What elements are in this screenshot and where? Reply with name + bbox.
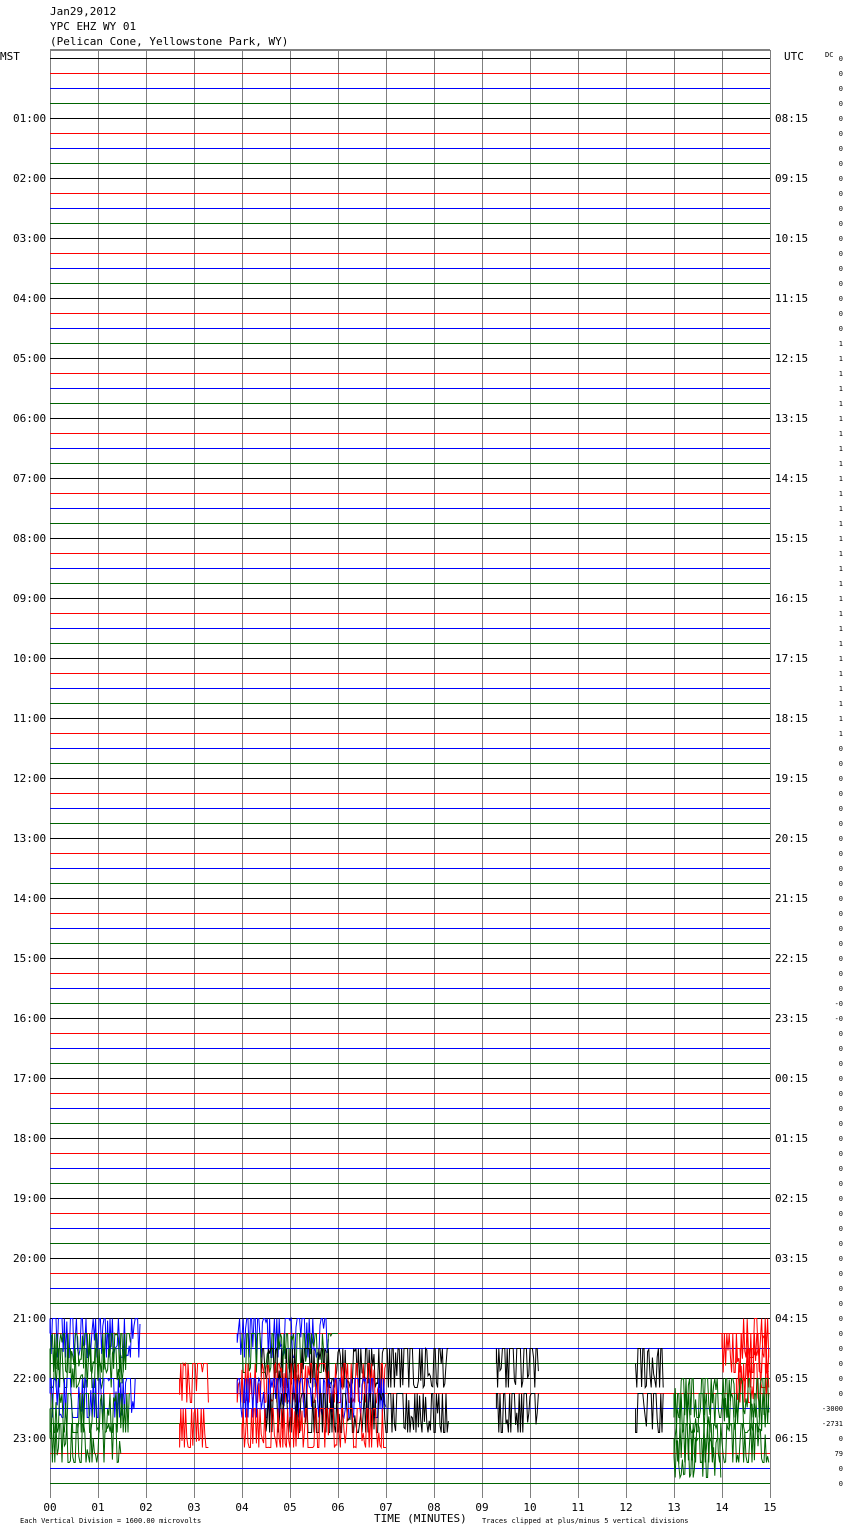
dc-offset-value: 1: [838, 400, 843, 408]
utc-hour-label: 10:15: [775, 232, 809, 245]
dc-offset-value: 0: [838, 1060, 843, 1068]
mst-hour-label: 02:00: [13, 172, 47, 185]
dc-label: DC: [825, 51, 834, 59]
mst-hour-label: 21:00: [13, 1312, 47, 1325]
dc-offset-value: 0: [838, 1360, 843, 1368]
mst-hour-label: 16:00: [13, 1012, 47, 1025]
dc-offset-value: 0: [838, 70, 843, 78]
mst-hour-label: 07:00: [13, 472, 47, 485]
dc-offset-value: 1: [838, 430, 843, 438]
dc-offset-value: 1: [838, 640, 843, 648]
dc-offset-value: 0: [838, 295, 843, 303]
dc-offset-value: 1: [838, 535, 843, 543]
dc-offset-value: -0: [834, 1015, 843, 1023]
utc-hour-label: 01:15: [775, 1132, 809, 1145]
utc-axis-label: UTC: [784, 50, 804, 63]
utc-hour-label: 02:15: [775, 1192, 809, 1205]
dc-offset-value: 0: [838, 745, 843, 753]
dc-offset-value: 0: [838, 970, 843, 978]
mst-hour-label: 06:00: [13, 412, 47, 425]
seismic-burst-trace: [636, 1394, 664, 1433]
dc-offset-value: 1: [838, 490, 843, 498]
x-tick-label: 15: [763, 1501, 777, 1514]
dc-offset-value: 0: [838, 130, 843, 138]
seismic-burst-trace: [496, 1394, 538, 1433]
dc-offset-value: 79: [834, 1450, 843, 1458]
utc-hour-label: 11:15: [775, 292, 809, 305]
dc-offset-value: 0: [838, 1480, 843, 1488]
dc-offset-value: 0: [838, 280, 843, 288]
x-tick-label: 09: [475, 1501, 489, 1514]
dc-offset-value: 0: [838, 895, 843, 903]
utc-hour-label: 19:15: [775, 772, 809, 785]
dc-offset-value: 0: [838, 1045, 843, 1053]
x-tick-label: 11: [571, 1501, 585, 1514]
mst-hour-label: 01:00: [13, 112, 47, 125]
mst-hour-label: 08:00: [13, 532, 47, 545]
x-tick-label: 04: [235, 1501, 249, 1514]
dc-offset-value: 0: [838, 1300, 843, 1308]
x-tick-label: 08: [427, 1501, 441, 1514]
mst-axis-label: MST: [0, 50, 20, 63]
dc-offset-value: 0: [838, 1330, 843, 1338]
trace-rows: [50, 59, 770, 1484]
x-tick-label: 13: [667, 1501, 681, 1514]
dc-offset-value: 0: [838, 820, 843, 828]
dc-offset-value: 0: [838, 955, 843, 963]
dc-offset-value: 0: [838, 1165, 843, 1173]
dc-offset-value: 0: [838, 115, 843, 123]
dc-offset-value: 0: [838, 1285, 843, 1293]
utc-hour-label: 14:15: [775, 472, 809, 485]
utc-hour-label: 00:15: [775, 1072, 809, 1085]
utc-hour-label: 18:15: [775, 712, 809, 725]
dc-offset-value: 0: [838, 1120, 843, 1128]
dc-offset-value: 1: [838, 370, 843, 378]
dc-offset-value: 0: [838, 250, 843, 258]
dc-offset-value: 1: [838, 445, 843, 453]
dc-offset-value: 0: [838, 760, 843, 768]
x-tick-label: 05: [283, 1501, 297, 1514]
utc-hour-label: 06:15: [775, 1432, 809, 1445]
mst-hour-label: 13:00: [13, 832, 47, 845]
vertical-division-note: Each Vertical Division = 1600.00 microvolts: [20, 1517, 202, 1525]
dc-offset-value: 1: [838, 460, 843, 468]
dc-offset-value: 0: [838, 1345, 843, 1353]
dc-offset-value: 0: [838, 1465, 843, 1473]
dc-offset-value: 0: [838, 1135, 843, 1143]
utc-hour-label: 23:15: [775, 1012, 809, 1025]
station-title: YPC EHZ WY 01: [50, 20, 137, 33]
dc-offset-value: 0: [838, 1315, 843, 1323]
dc-offset-value: 1: [838, 715, 843, 723]
dc-offset-value: 0: [838, 1390, 843, 1398]
dc-offset-value: 0: [838, 940, 843, 948]
dc-offset-value: 1: [838, 385, 843, 393]
dc-offset-value: 1: [838, 595, 843, 603]
dc-offset-value: 0: [838, 865, 843, 873]
x-tick-label: 14: [715, 1501, 729, 1514]
utc-hour-label: 03:15: [775, 1252, 809, 1265]
dc-offset-value: 0: [838, 310, 843, 318]
dc-offset-value: 1: [838, 565, 843, 573]
dc-offset-value: 0: [838, 850, 843, 858]
mst-hour-label: 14:00: [13, 892, 47, 905]
dc-offset-value: 0: [838, 100, 843, 108]
dc-offset-value: 0: [838, 190, 843, 198]
mst-hour-label: 17:00: [13, 1072, 47, 1085]
plot-date: Jan29,2012: [50, 5, 117, 18]
seismic-burst-trace: [50, 1424, 121, 1463]
seismic-burst-trace: [636, 1349, 664, 1388]
utc-hour-label: 09:15: [775, 172, 809, 185]
dc-offset-value: 0: [838, 1180, 843, 1188]
station-location: (Pelican Cone, Yellowstone Park, WY): [50, 35, 289, 48]
dc-offset-value: 0: [838, 325, 843, 333]
dc-offset-value: 0: [838, 1270, 843, 1278]
dc-offset-value: 1: [838, 355, 843, 363]
seismic-burst-trace: [496, 1349, 538, 1388]
dc-offset-value: 0: [838, 175, 843, 183]
dc-offset-value: 0: [838, 1375, 843, 1383]
utc-hour-label: 15:15: [775, 532, 809, 545]
dc-offset-value: 0: [838, 1195, 843, 1203]
x-tick-label: 12: [619, 1501, 633, 1514]
dc-offset-value: 0: [838, 1075, 843, 1083]
clipping-note: Traces clipped at plus/minus 5 vertical divisions: [482, 1517, 689, 1525]
dc-offset-value: 1: [838, 475, 843, 483]
dc-offset-value: 1: [838, 700, 843, 708]
dc-offset-value: 0: [838, 1225, 843, 1233]
mst-hour-label: 11:00: [13, 712, 47, 725]
dc-offset-value: 0: [838, 1030, 843, 1038]
dc-offset-value: 0: [838, 205, 843, 213]
mst-hour-label: 22:00: [13, 1372, 47, 1385]
utc-hour-label: 16:15: [775, 592, 809, 605]
mst-hour-label: 10:00: [13, 652, 47, 665]
x-axis-title: TIME (MINUTES): [374, 1512, 467, 1525]
mst-hour-label: 12:00: [13, 772, 47, 785]
dc-offset-value: 1: [838, 580, 843, 588]
utc-hour-label: 17:15: [775, 652, 809, 665]
dc-offset-value: 0: [838, 790, 843, 798]
dc-offset-value: 1: [838, 610, 843, 618]
dc-offset-value: 1: [838, 685, 843, 693]
dc-offset-value: 1: [838, 550, 843, 558]
mst-hour-label: 23:00: [13, 1432, 47, 1445]
dc-offset-value: 0: [838, 880, 843, 888]
mst-hour-label: 15:00: [13, 952, 47, 965]
dc-offset-value: 0: [838, 55, 843, 63]
utc-hour-label: 22:15: [775, 952, 809, 965]
x-tick-label: 10: [523, 1501, 537, 1514]
mst-hour-label: 03:00: [13, 232, 47, 245]
dc-offset-value: 0: [838, 805, 843, 813]
utc-hour-label: 04:15: [775, 1312, 809, 1325]
grid: [50, 50, 771, 1498]
dc-offset-value: 0: [838, 235, 843, 243]
dc-offset-value: 0: [838, 835, 843, 843]
x-tick-label: 01: [91, 1501, 105, 1514]
mst-hour-label: 19:00: [13, 1192, 47, 1205]
dc-offset-value: 0: [838, 1210, 843, 1218]
utc-hour-label: 20:15: [775, 832, 809, 845]
dc-offset-value: 0: [838, 1150, 843, 1158]
dc-offset-value: 0: [838, 910, 843, 918]
utc-hour-label: 12:15: [775, 352, 809, 365]
dc-offset-value: 0: [838, 265, 843, 273]
dc-offset-value: -2731: [821, 1420, 843, 1428]
dc-offset-value: 0: [838, 775, 843, 783]
dc-offset-value: 1: [838, 655, 843, 663]
dc-offset-value: 0: [838, 1090, 843, 1098]
dc-offset-value: 0: [838, 925, 843, 933]
utc-hour-label: 21:15: [775, 892, 809, 905]
mst-hour-label: 09:00: [13, 592, 47, 605]
dc-offset-value: 1: [838, 730, 843, 738]
mst-hour-label: 04:00: [13, 292, 47, 305]
dc-offset-value: 0: [838, 1240, 843, 1248]
x-tick-label: 07: [379, 1501, 393, 1514]
x-tick-label: 02: [139, 1501, 153, 1514]
utc-hour-label: 08:15: [775, 112, 809, 125]
dc-offset-value: -3000: [821, 1405, 843, 1413]
mst-hour-label: 05:00: [13, 352, 47, 365]
dc-offset-value: 0: [838, 160, 843, 168]
x-tick-label: 06: [331, 1501, 345, 1514]
mst-hour-label: 18:00: [13, 1132, 47, 1145]
dc-offset-value: 1: [838, 415, 843, 423]
dc-offset-value: 0: [838, 1255, 843, 1263]
dc-offset-value: 1: [838, 505, 843, 513]
dc-offset-value: -0: [834, 1000, 843, 1008]
dc-offset-value: 0: [838, 1105, 843, 1113]
utc-hour-label: 05:15: [775, 1372, 809, 1385]
dc-offset-value: 0: [838, 85, 843, 93]
dc-offset-value: 1: [838, 340, 843, 348]
utc-hour-label: 13:15: [775, 412, 809, 425]
dc-offset-value: 0: [838, 1435, 843, 1443]
dc-offset-value: 1: [838, 520, 843, 528]
mst-hour-label: 20:00: [13, 1252, 47, 1265]
dc-offset-value: 1: [838, 625, 843, 633]
dc-offset-value: 0: [838, 220, 843, 228]
x-tick-label: 00: [43, 1501, 57, 1514]
dc-offset-value: 0: [838, 985, 843, 993]
x-tick-label: 03: [187, 1501, 201, 1514]
dc-offset-value: 1: [838, 670, 843, 678]
dc-offset-value: 0: [838, 145, 843, 153]
